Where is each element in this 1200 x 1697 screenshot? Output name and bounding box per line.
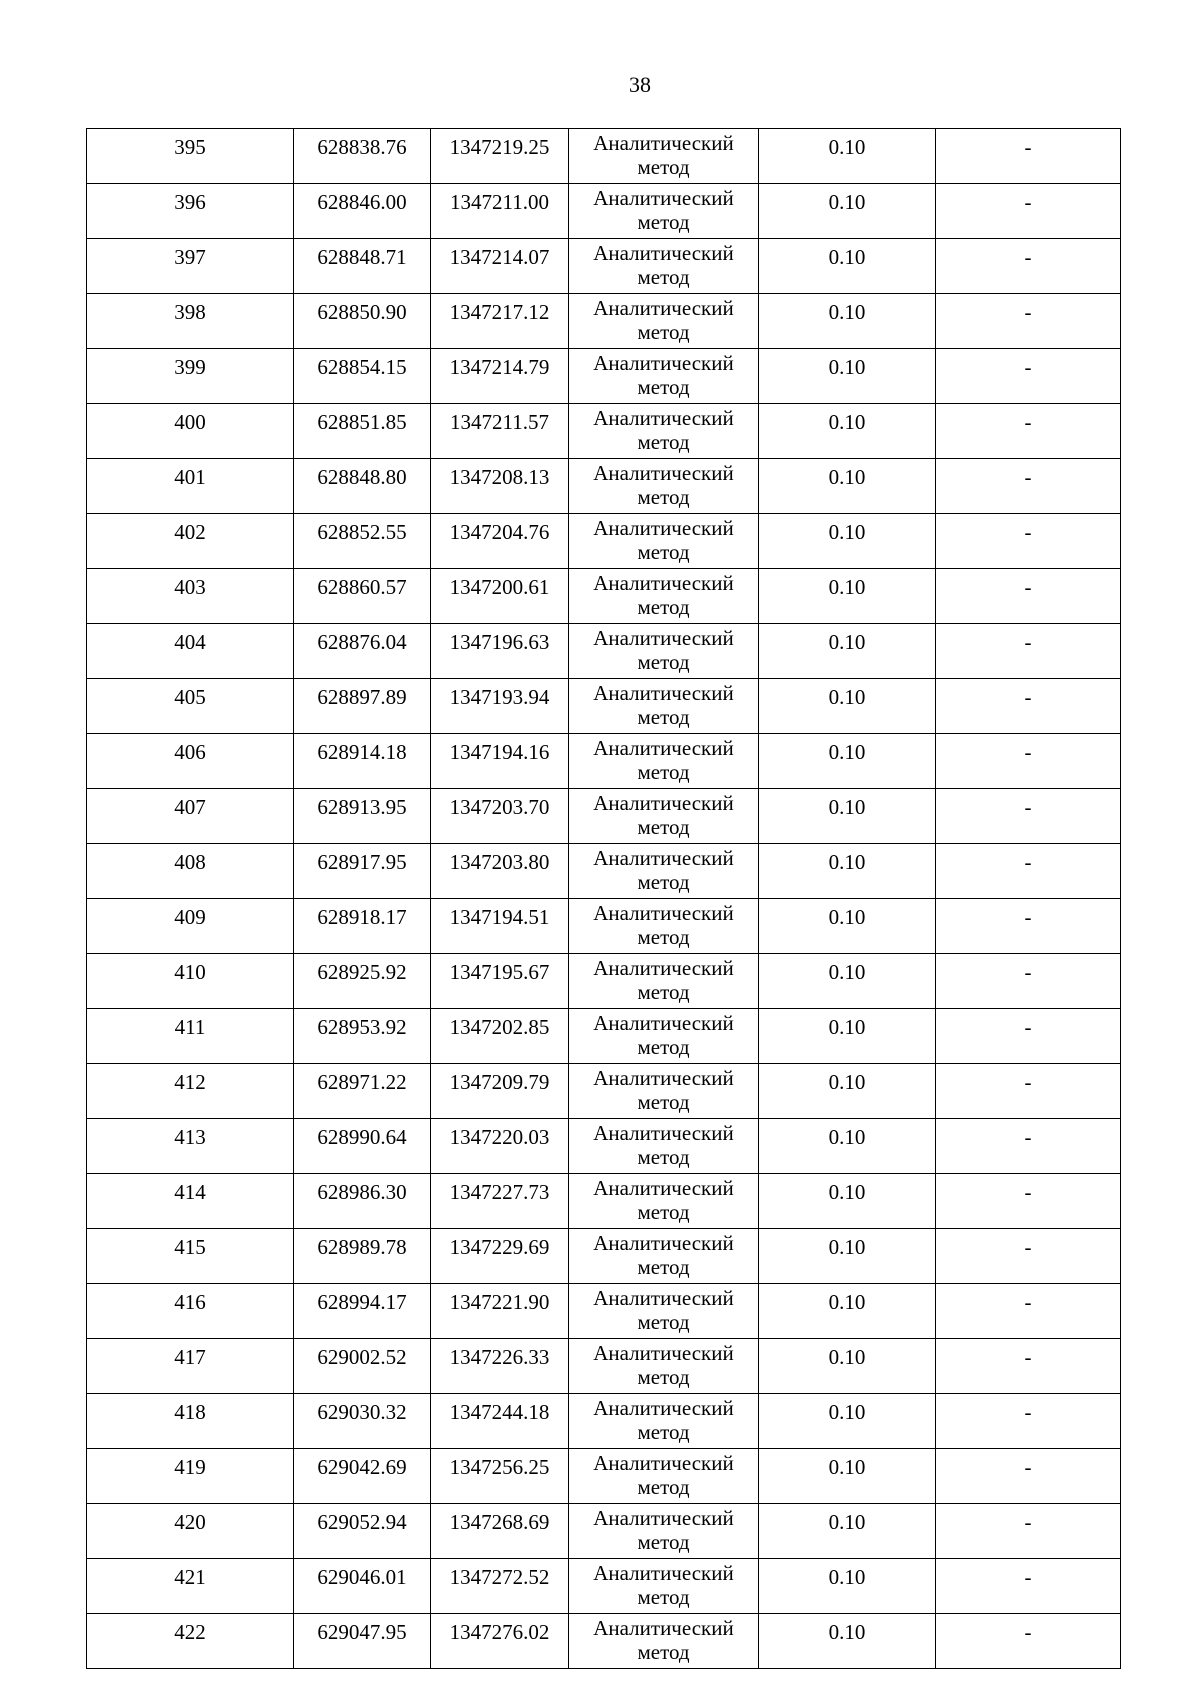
y-coordinate-cell: 1347211.57: [431, 404, 569, 459]
note-cell: -: [936, 1064, 1121, 1119]
point-number-cell: 422: [87, 1614, 294, 1669]
method-cell: [569, 1119, 759, 1174]
method-cell: [569, 184, 759, 239]
x-coordinate-cell: 629002.52: [294, 1339, 431, 1394]
method-line-2: метод: [637, 320, 690, 344]
point-number-cell: 400: [87, 404, 294, 459]
point-number-cell: 411: [87, 1009, 294, 1064]
table-row: [87, 1394, 1121, 1449]
x-coordinate-cell: 628989.78: [294, 1229, 431, 1284]
table-row: [87, 129, 1121, 184]
note-cell: -: [936, 1229, 1121, 1284]
table-row: [87, 789, 1121, 844]
note-cell: -: [936, 679, 1121, 734]
y-coordinate-cell: 1347276.02: [431, 1614, 569, 1669]
note-cell: -: [936, 569, 1121, 624]
y-coordinate-cell: 1347256.25: [431, 1449, 569, 1504]
table-row: [87, 404, 1121, 459]
method-line-1: Аналитический: [593, 1561, 734, 1585]
method-line-2: метод: [637, 540, 690, 564]
method-cell: [569, 1229, 759, 1284]
point-number-cell: 414: [87, 1174, 294, 1229]
note-cell: -: [936, 1119, 1121, 1174]
method-line-1: Аналитический: [593, 626, 734, 650]
y-coordinate-cell: 1347203.80: [431, 844, 569, 899]
y-coordinate-cell: 1347194.16: [431, 734, 569, 789]
accuracy-cell: 0.10: [759, 1614, 936, 1669]
point-number-cell: 413: [87, 1119, 294, 1174]
point-number-cell: 405: [87, 679, 294, 734]
method-cell: [569, 404, 759, 459]
table-row: [87, 679, 1121, 734]
method-line-2: метод: [637, 980, 690, 1004]
x-coordinate-cell: 629030.32: [294, 1394, 431, 1449]
x-coordinate-cell: 628860.57: [294, 569, 431, 624]
table-row: [87, 239, 1121, 294]
point-number-cell: 417: [87, 1339, 294, 1394]
x-coordinate-cell: 628918.17: [294, 899, 431, 954]
accuracy-cell: 0.10: [759, 1449, 936, 1504]
accuracy-cell: 0.10: [759, 294, 936, 349]
x-coordinate-cell: 629052.94: [294, 1504, 431, 1559]
point-number-cell: 398: [87, 294, 294, 349]
note-cell: -: [936, 899, 1121, 954]
accuracy-cell: 0.10: [759, 1559, 936, 1614]
method-cell: [569, 349, 759, 404]
note-cell: -: [936, 349, 1121, 404]
method-line-1: Аналитический: [593, 1506, 734, 1530]
table-row: [87, 1174, 1121, 1229]
method-cell: [569, 1339, 759, 1394]
table-row: [87, 1449, 1121, 1504]
note-cell: -: [936, 514, 1121, 569]
method-line-1: Аналитический: [593, 1066, 734, 1090]
note-cell: -: [936, 294, 1121, 349]
method-line-1: Аналитический: [593, 1176, 734, 1200]
y-coordinate-cell: 1347214.79: [431, 349, 569, 404]
note-cell: -: [936, 1284, 1121, 1339]
x-coordinate-cell: 628851.85: [294, 404, 431, 459]
point-number-cell: 397: [87, 239, 294, 294]
method-line-2: метод: [637, 760, 690, 784]
y-coordinate-cell: 1347193.94: [431, 679, 569, 734]
method-cell: [569, 1284, 759, 1339]
y-coordinate-cell: 1347227.73: [431, 1174, 569, 1229]
method-cell: [569, 1174, 759, 1229]
y-coordinate-cell: 1347229.69: [431, 1229, 569, 1284]
table-row: [87, 184, 1121, 239]
point-number-cell: 395: [87, 129, 294, 184]
method-cell: [569, 844, 759, 899]
accuracy-cell: 0.10: [759, 899, 936, 954]
note-cell: -: [936, 734, 1121, 789]
note-cell: -: [936, 1559, 1121, 1614]
method-line-2: метод: [637, 1310, 690, 1334]
method-line-1: Аналитический: [593, 406, 734, 430]
point-number-cell: 410: [87, 954, 294, 1009]
x-coordinate-cell: 628994.17: [294, 1284, 431, 1339]
point-number-cell: 408: [87, 844, 294, 899]
note-cell: -: [936, 1614, 1121, 1669]
point-number-cell: 396: [87, 184, 294, 239]
x-coordinate-cell: 628990.64: [294, 1119, 431, 1174]
method-line-1: Аналитический: [593, 1341, 734, 1365]
method-line-1: Аналитический: [593, 186, 734, 210]
table-row: [87, 1284, 1121, 1339]
y-coordinate-cell: 1347217.12: [431, 294, 569, 349]
method-line-1: Аналитический: [593, 1396, 734, 1420]
accuracy-cell: 0.10: [759, 1174, 936, 1229]
accuracy-cell: 0.10: [759, 569, 936, 624]
point-number-cell: 419: [87, 1449, 294, 1504]
method-line-2: метод: [637, 1255, 690, 1279]
point-number-cell: 399: [87, 349, 294, 404]
method-cell: [569, 954, 759, 1009]
method-cell: [569, 239, 759, 294]
method-line-2: метод: [637, 1530, 690, 1554]
accuracy-cell: 0.10: [759, 514, 936, 569]
table-row: [87, 459, 1121, 514]
accuracy-cell: 0.10: [759, 239, 936, 294]
accuracy-cell: 0.10: [759, 1394, 936, 1449]
note-cell: -: [936, 844, 1121, 899]
y-coordinate-cell: 1347272.52: [431, 1559, 569, 1614]
accuracy-cell: 0.10: [759, 349, 936, 404]
method-line-1: Аналитический: [593, 351, 734, 375]
x-coordinate-cell: 628848.71: [294, 239, 431, 294]
method-line-1: Аналитический: [593, 736, 734, 760]
y-coordinate-cell: 1347202.85: [431, 1009, 569, 1064]
x-coordinate-cell: 628897.89: [294, 679, 431, 734]
method-cell: [569, 1394, 759, 1449]
accuracy-cell: 0.10: [759, 1504, 936, 1559]
method-line-2: метод: [637, 375, 690, 399]
accuracy-cell: 0.10: [759, 459, 936, 514]
method-line-1: Аналитический: [593, 956, 734, 980]
method-cell: [569, 1064, 759, 1119]
y-coordinate-cell: 1347214.07: [431, 239, 569, 294]
y-coordinate-cell: 1347220.03: [431, 1119, 569, 1174]
method-line-2: метод: [637, 1420, 690, 1444]
y-coordinate-cell: 1347268.69: [431, 1504, 569, 1559]
method-line-2: метод: [637, 1145, 690, 1169]
accuracy-cell: 0.10: [759, 624, 936, 679]
method-line-1: Аналитический: [593, 1616, 734, 1640]
method-line-2: метод: [637, 870, 690, 894]
point-number-cell: 415: [87, 1229, 294, 1284]
point-number-cell: 401: [87, 459, 294, 514]
method-cell: [569, 1449, 759, 1504]
table-row: [87, 1229, 1121, 1284]
method-line-1: Аналитический: [593, 681, 734, 705]
method-cell: [569, 1009, 759, 1064]
method-line-2: метод: [637, 705, 690, 729]
method-line-1: Аналитический: [593, 461, 734, 485]
method-line-2: метод: [637, 210, 690, 234]
point-number-cell: 418: [87, 1394, 294, 1449]
note-cell: -: [936, 404, 1121, 459]
point-number-cell: 402: [87, 514, 294, 569]
method-line-1: Аналитический: [593, 1231, 734, 1255]
method-line-2: метод: [637, 595, 690, 619]
method-line-2: метод: [637, 1475, 690, 1499]
table-row: [87, 1559, 1121, 1614]
y-coordinate-cell: 1347195.67: [431, 954, 569, 1009]
note-cell: -: [936, 1504, 1121, 1559]
method-cell: [569, 1504, 759, 1559]
method-line-2: метод: [637, 155, 690, 179]
x-coordinate-cell: 628914.18: [294, 734, 431, 789]
method-line-1: Аналитический: [593, 296, 734, 320]
coordinates-table-body: [87, 129, 1121, 1669]
point-number-cell: 403: [87, 569, 294, 624]
method-cell: [569, 294, 759, 349]
point-number-cell: 421: [87, 1559, 294, 1614]
method-line-2: метод: [637, 1365, 690, 1389]
accuracy-cell: 0.10: [759, 789, 936, 844]
table-row: [87, 624, 1121, 679]
method-line-1: Аналитический: [593, 241, 734, 265]
table-row: [87, 349, 1121, 404]
method-line-2: метод: [637, 430, 690, 454]
note-cell: -: [936, 954, 1121, 1009]
method-cell: [569, 129, 759, 184]
y-coordinate-cell: 1347200.61: [431, 569, 569, 624]
point-number-cell: 416: [87, 1284, 294, 1339]
x-coordinate-cell: 628850.90: [294, 294, 431, 349]
accuracy-cell: 0.10: [759, 1339, 936, 1394]
point-number-cell: 412: [87, 1064, 294, 1119]
table-row: [87, 294, 1121, 349]
y-coordinate-cell: 1347211.00: [431, 184, 569, 239]
accuracy-cell: 0.10: [759, 1009, 936, 1064]
table-row: [87, 514, 1121, 569]
table-row: [87, 1504, 1121, 1559]
method-line-1: Аналитический: [593, 846, 734, 870]
accuracy-cell: 0.10: [759, 129, 936, 184]
method-line-2: метод: [637, 1200, 690, 1224]
x-coordinate-cell: 628925.92: [294, 954, 431, 1009]
method-line-2: метод: [637, 265, 690, 289]
note-cell: -: [936, 789, 1121, 844]
accuracy-cell: 0.10: [759, 679, 936, 734]
x-coordinate-cell: 629047.95: [294, 1614, 431, 1669]
x-coordinate-cell: 628838.76: [294, 129, 431, 184]
note-cell: -: [936, 184, 1121, 239]
accuracy-cell: 0.10: [759, 1119, 936, 1174]
x-coordinate-cell: 628971.22: [294, 1064, 431, 1119]
method-line-1: Аналитический: [593, 1011, 734, 1035]
table-row: [87, 569, 1121, 624]
method-line-2: метод: [637, 485, 690, 509]
x-coordinate-cell: 628854.15: [294, 349, 431, 404]
table-row: [87, 1009, 1121, 1064]
x-coordinate-cell: 628986.30: [294, 1174, 431, 1229]
note-cell: -: [936, 1394, 1121, 1449]
method-line-2: метод: [637, 925, 690, 949]
y-coordinate-cell: 1347208.13: [431, 459, 569, 514]
method-line-1: Аналитический: [593, 901, 734, 925]
method-cell: [569, 624, 759, 679]
method-cell: [569, 789, 759, 844]
method-cell: [569, 459, 759, 514]
method-line-1: Аналитический: [593, 791, 734, 815]
table-row: [87, 844, 1121, 899]
method-line-1: Аналитический: [593, 1121, 734, 1145]
accuracy-cell: 0.10: [759, 734, 936, 789]
method-cell: [569, 1559, 759, 1614]
x-coordinate-cell: 628876.04: [294, 624, 431, 679]
method-cell: [569, 899, 759, 954]
table-row: [87, 1339, 1121, 1394]
note-cell: -: [936, 1174, 1121, 1229]
table-row: [87, 734, 1121, 789]
accuracy-cell: 0.10: [759, 954, 936, 1009]
method-line-1: Аналитический: [593, 131, 734, 155]
point-number-cell: 407: [87, 789, 294, 844]
point-number-cell: 409: [87, 899, 294, 954]
table-row: [87, 1614, 1121, 1669]
x-coordinate-cell: 629042.69: [294, 1449, 431, 1504]
x-coordinate-cell: 629046.01: [294, 1559, 431, 1614]
accuracy-cell: 0.10: [759, 844, 936, 899]
x-coordinate-cell: 628953.92: [294, 1009, 431, 1064]
x-coordinate-cell: 628852.55: [294, 514, 431, 569]
page-number: 38: [629, 72, 651, 97]
point-number-cell: 406: [87, 734, 294, 789]
y-coordinate-cell: 1347221.90: [431, 1284, 569, 1339]
x-coordinate-cell: 628913.95: [294, 789, 431, 844]
note-cell: -: [936, 1009, 1121, 1064]
method-line-2: метод: [637, 815, 690, 839]
method-line-1: Аналитический: [593, 571, 734, 595]
method-line-2: метод: [637, 1585, 690, 1609]
accuracy-cell: 0.10: [759, 184, 936, 239]
x-coordinate-cell: 628917.95: [294, 844, 431, 899]
method-cell: [569, 514, 759, 569]
note-cell: -: [936, 129, 1121, 184]
method-line-1: Аналитический: [593, 1286, 734, 1310]
y-coordinate-cell: 1347196.63: [431, 624, 569, 679]
note-cell: -: [936, 1449, 1121, 1504]
x-coordinate-cell: 628846.00: [294, 184, 431, 239]
method-line-1: Аналитический: [593, 1451, 734, 1475]
note-cell: -: [936, 624, 1121, 679]
y-coordinate-cell: 1347244.18: [431, 1394, 569, 1449]
note-cell: -: [936, 459, 1121, 514]
table-row: [87, 1119, 1121, 1174]
coordinates-table: [86, 128, 1121, 1669]
note-cell: -: [936, 239, 1121, 294]
method-line-2: метод: [637, 1640, 690, 1664]
y-coordinate-cell: 1347204.76: [431, 514, 569, 569]
method-line-2: метод: [637, 1035, 690, 1059]
accuracy-cell: 0.10: [759, 1284, 936, 1339]
y-coordinate-cell: 1347219.25: [431, 129, 569, 184]
x-coordinate-cell: 628848.80: [294, 459, 431, 514]
y-coordinate-cell: 1347203.70: [431, 789, 569, 844]
method-line-1: Аналитический: [593, 516, 734, 540]
accuracy-cell: 0.10: [759, 1064, 936, 1119]
point-number-cell: 420: [87, 1504, 294, 1559]
y-coordinate-cell: 1347209.79: [431, 1064, 569, 1119]
table-row: [87, 1064, 1121, 1119]
y-coordinate-cell: 1347226.33: [431, 1339, 569, 1394]
point-number-cell: 404: [87, 624, 294, 679]
y-coordinate-cell: 1347194.51: [431, 899, 569, 954]
table-row: [87, 954, 1121, 1009]
accuracy-cell: 0.10: [759, 404, 936, 459]
accuracy-cell: 0.10: [759, 1229, 936, 1284]
method-line-2: метод: [637, 1090, 690, 1114]
table-row: [87, 899, 1121, 954]
method-line-2: метод: [637, 650, 690, 674]
method-cell: [569, 734, 759, 789]
note-cell: -: [936, 1339, 1121, 1394]
method-cell: [569, 679, 759, 734]
method-cell: [569, 569, 759, 624]
method-cell: [569, 1614, 759, 1669]
